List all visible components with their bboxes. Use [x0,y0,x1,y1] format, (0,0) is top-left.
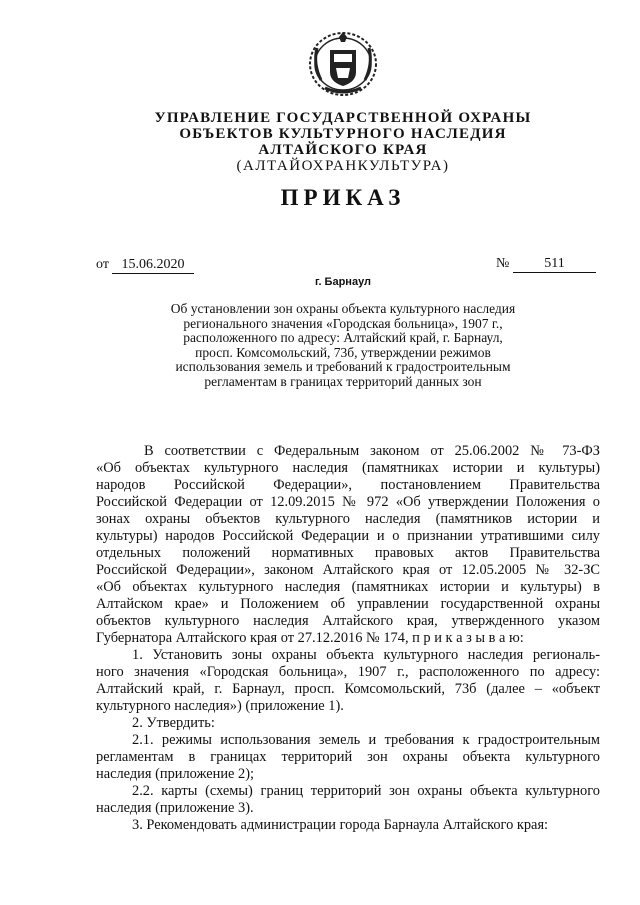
city: г. Барнаул [314,276,372,288]
order-body [96,443,600,834]
number-label: № [496,256,510,271]
body-line: 3. Рекомендовать администрации города Барнаула Алтайского края: [132,817,549,833]
subject-line: расположенного по адресу: Алтайский край, г. Барнаул, [183,330,503,345]
org-name-line-2: ОБЪЕКТОВ КУЛЬТУРНОГО НАСЛЕДИЯ [179,126,507,142]
body-line: объектов культурного наследия Алтайского края, утвержденного указом [96,613,600,629]
org-name-line-3: АЛТАЙСКОГО КРАЯ [258,142,428,158]
subject-line: Об установлении зон охраны объекта культурного наследия [170,301,516,316]
body-line: культурного наследия») (приложение 1). [96,698,344,714]
body-line: 2. Утвердить: [132,715,215,731]
altai-krai-coat-of-arms-icon [303,28,383,98]
org-short-name: (АЛТАЙОХРАНКУЛЬТУРА) [236,158,450,174]
body-line: народов Российской Федерации», постановлением Правительства [96,477,600,493]
order-number: 511 [513,256,596,273]
body-line: 1. Установить зоны охраны объекта культурного наследия региональ- [132,647,600,663]
subject-line: регламентам в границах территорий данных зон [204,373,482,389]
body-line: Российской Федерации от 12.09.2015 № 972 «Об утверждении Положения о [96,494,600,510]
document-title: ПРИКАЗ [280,185,406,210]
subject-line: использования земель и требований к градостроительным [175,359,511,374]
org-name-line-1: УПРАВЛЕНИЕ ГОСУДАРСТВЕННОЙ ОХРАНЫ [154,110,532,126]
body-line: культуры) народов Российской Федерации и о признании утратившими силу [96,528,600,544]
subject-line: просп. Комсомольский, 73б, утверждении режимов [195,344,491,360]
body-line: наследия (приложение 2); [96,766,255,782]
body-line: «Об объектах культурного наследия (памятниках истории и культуры) [96,460,600,476]
body-line: Алтайском крае» и Положением об управлении государственной охраны [96,596,600,612]
body-line: «Об объектах культурного наследия (памятниках истории и культуры) в [96,579,600,595]
subject-line: регионального значения «Городская больница», 1907 г., [183,315,503,331]
body-line: ного значения «Городская больница», 1907 г., расположенного по адресу: [96,664,600,680]
body-line: Губернатора Алтайского края от 27.12.2016 № 174, п р и к а з ы в а ю: [96,630,524,646]
order-date: 15.06.2020 [112,257,194,274]
body-line: наследия (приложение 3). [96,800,254,816]
body-line: Алтайский край, г. Барнаул, просп. Комсомольский, 73б (далее – «объект [96,681,600,697]
body-line: 2.2. карты (схемы) границ территорий зон охраны объекта культурного [132,783,600,799]
body-line: зонах охраны объектов культурного наследия (памятников истории и [96,511,600,527]
body-line: Российской Федерации», законом Алтайского края от 12.05.2005 № 32-ЗС [96,562,600,578]
body-line: В соответствии с Федеральным законом от 25.06.2002 № 73-ФЗ [144,443,600,459]
body-line: 2.1. режимы использования земель и требования к градостроительным [132,732,600,748]
body-line: регламентам в границах территорий зон охраны объекта культурного [96,749,600,765]
body-line: отдельных положений нормативных правовых актов Правительства [96,545,600,561]
date-label: от [96,257,109,272]
order-subject [120,302,566,389]
